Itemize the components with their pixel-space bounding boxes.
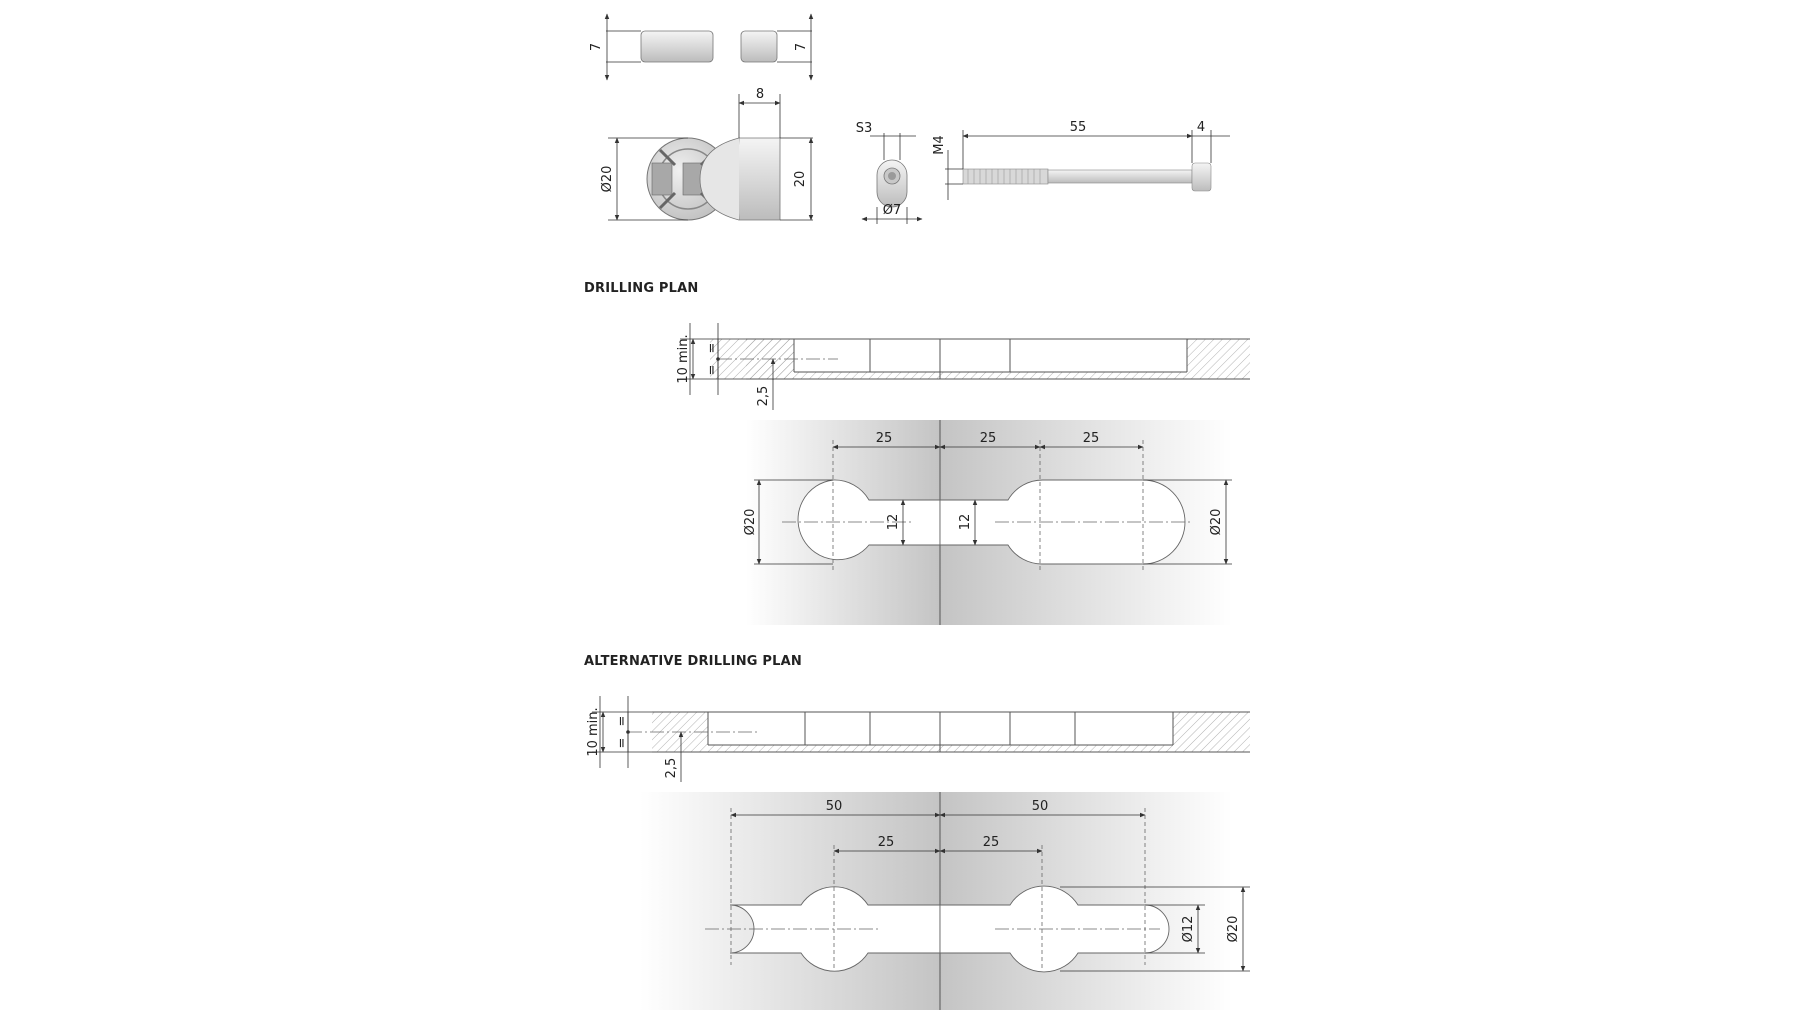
plan1-d25-a: 25 <box>875 431 893 446</box>
dim-height-right <box>777 14 812 80</box>
dim-dia-20-label: Ø20 <box>600 165 615 193</box>
plan2-d50-right: 50 <box>1031 799 1049 814</box>
plan2-section-view <box>586 696 1250 782</box>
plan1-d25-c: 25 <box>1082 431 1100 446</box>
plan1-depth-label: 2,5 <box>756 385 771 407</box>
dim-m4 <box>932 135 963 200</box>
cam-profile-view <box>738 138 781 220</box>
dim-height-left <box>589 14 641 80</box>
dim-s3-label: S3 <box>855 121 873 136</box>
cam-half-side-view <box>741 31 777 62</box>
plan2-eq-bottom: = <box>615 737 630 749</box>
plan1-d25-b: 25 <box>979 431 997 446</box>
dim-width-8 <box>739 87 780 138</box>
parts-views <box>589 14 1230 224</box>
dim-dia-7-label: Ø7 <box>882 203 902 218</box>
cam-side-view <box>641 31 713 62</box>
plan2-d25-left: 25 <box>877 835 895 850</box>
dim-20-label: 20 <box>793 170 808 188</box>
heading-alternative-drilling-plan: ALTERNATIVE DRILLING PLAN <box>584 654 802 669</box>
dim-height-right-label: 7 <box>794 42 809 52</box>
plan1-dia-right: Ø20 <box>1209 508 1224 536</box>
dim-dia-7 <box>862 203 922 224</box>
plan1-eq-top: = <box>705 342 720 354</box>
dim-4-label: 4 <box>1196 120 1206 135</box>
plan2-dia12: Ø12 <box>1181 915 1196 943</box>
plan1-section-view <box>676 323 1250 410</box>
plan2-top-view <box>640 792 1250 1010</box>
dim-width-8-label: 8 <box>755 87 765 102</box>
plan2-min-label: 10 min. <box>586 707 601 757</box>
plan1-top-view <box>743 420 1232 625</box>
plan1-min-label: 10 min. <box>676 334 691 384</box>
plan1-h12-right: 12 <box>958 513 973 531</box>
plan2-d25-right: 25 <box>982 835 1000 850</box>
plan2-eq-top: = <box>615 715 630 727</box>
plan2-depth-label: 2,5 <box>664 757 679 779</box>
plan1-dia-left: Ø20 <box>743 508 758 536</box>
dim-55-label: 55 <box>1069 120 1087 135</box>
plan1-h12-left: 12 <box>886 513 901 531</box>
bolt-side-view <box>963 163 1211 191</box>
heading-drilling-plan: DRILLING PLAN <box>584 281 699 296</box>
dim-m4-label: M4 <box>932 135 947 155</box>
bolt-end-view <box>877 160 907 207</box>
plan2-dia20: Ø20 <box>1226 915 1241 943</box>
dim-55 <box>963 120 1211 169</box>
dim-20 <box>780 138 813 220</box>
plan2-d50-left: 50 <box>825 799 843 814</box>
dim-height-left-label: 7 <box>589 42 604 52</box>
plan1-eq-bottom: = <box>705 364 720 376</box>
dim-s3 <box>856 121 916 160</box>
